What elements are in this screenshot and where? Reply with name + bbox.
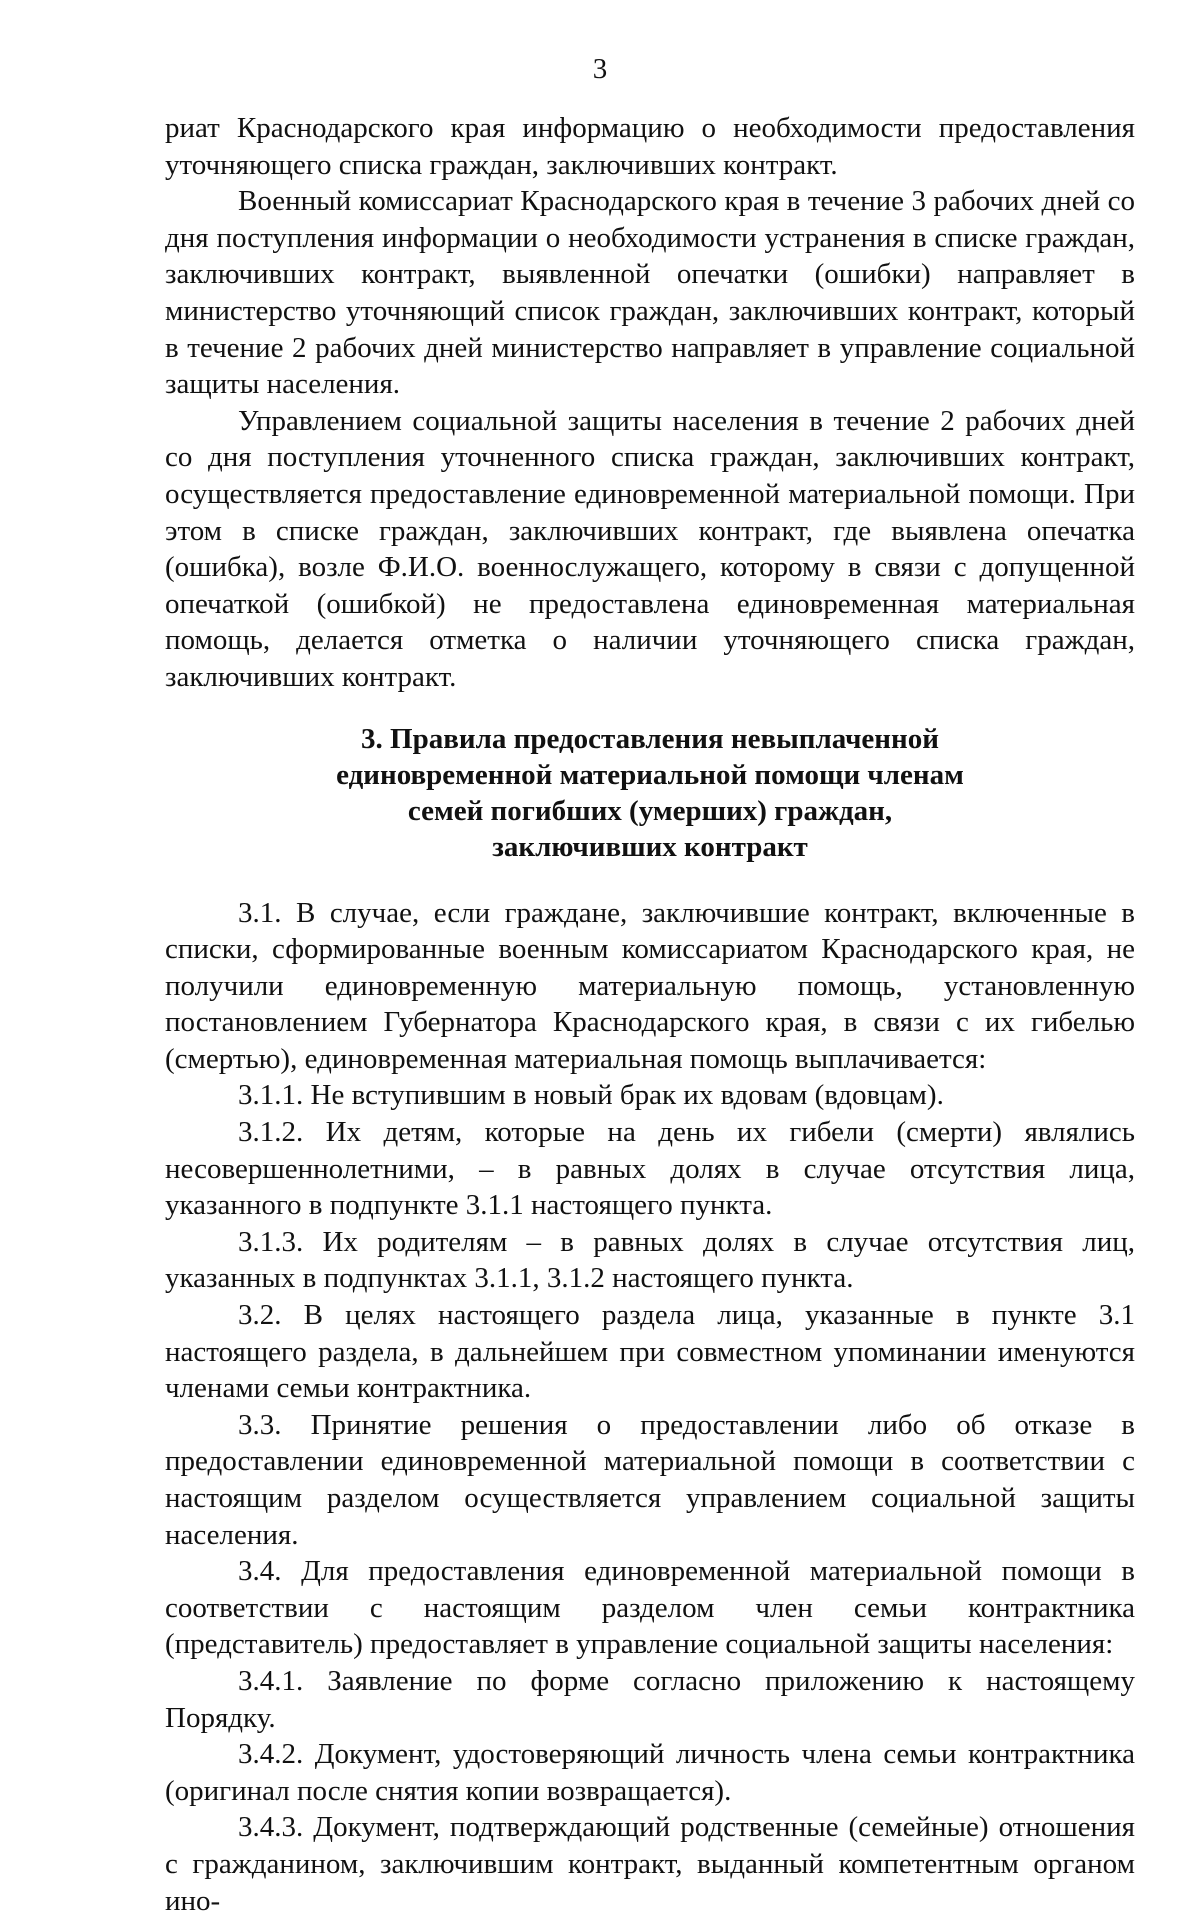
section-heading-line: 3. Правила предоставления невыплаченной (361, 722, 939, 755)
paragraph-3-4-3: 3.4.3. Документ, подтверждающий родственные (семейные) отношения с гражданином, заключившим контракт, выданный компетентным органом ино- (165, 1811, 1135, 1917)
paragraph-3-4-1: 3.4.1. Заявление по форме согласно приложению к настоящему Порядку. (165, 1664, 1135, 1734)
paragraph-3-2: 3.2. В целях настоящего раздела лица, указанные в пункте 3.1 настоящего раздела, в дальнейшем при совместном упоминании именуются членами семьи контрактника. (165, 1299, 1135, 1405)
section-heading-line: семей погибших (умерших) граждан, (407, 794, 893, 827)
page-number: 3 (592, 53, 608, 85)
paragraph-3-4-2: 3.4.2. Документ, удостоверяющий личность члена семьи контрактника (оригинал после снятия копии возвращается). (165, 1738, 1135, 1807)
paragraph-3-3: 3.3. Принятие решения о предоставлении либо об отказе в предоставлении единовременной материальной помощи в соответствии с настоящим разделом осуществляется управлением социальной защиты населения. (165, 1408, 1135, 1551)
paragraph-3-4: 3.4. Для предоставления единовременной материальной помощи в соответствии с настоящим разделом член семьи контрактника (представитель) предоставляет в управление социальной защиты населения: (165, 1555, 1135, 1661)
paragraph-continuation: риат Краснодарского края информацию о необходимости предоставления уточняющего списка граждан, заключивших контракт. (165, 112, 1135, 181)
paragraph-3-1-2: 3.1.2. Их детям, которые на день их гибели (смерти) являлись несовершеннолетними, – в равных долях в случае отсутствия лица, указанного в подпункте 3.1.1 настоящего пункта. (165, 1116, 1135, 1222)
paragraph-3-1-3: 3.1.3. Их родителям – в равных долях в случае отсутствия лиц, указанных в подпунктах 3.1.1, 3.1.2 настоящего пункта. (165, 1225, 1135, 1295)
paragraph-military-commissariat: Военный комиссариат Краснодарского края в течение 3 рабочих дней со дня поступления информации о необходимости устранения в списке граждан, заключивших контракт, выявленной опечатки (ошибки) направляет в министерство уточняющий список граждан, заключивших контракт, который в течение 2 рабочих дней министерство направляет в управление социальной защиты населения. (165, 185, 1135, 401)
paragraph-3-1-1: 3.1.1. Не вступившим в новый брак их вдовам (вдовцам). (238, 1079, 944, 1112)
document-body (165, 110, 1135, 1919)
paragraph-social-protection: Управлением социальной защиты населения в течение 2 рабочих дней со дня поступления уточненного списка граждан, заключивших контракт, осуществляется предоставление единовременной материальной помощи. При этом в списке граждан, заключивших контракт, где выявлена опечатка (ошибка), возле Ф.И.О. военнослужащего, которому в связи с допущенной опечаткой (ошибкой) не предоставлена единовременная материальная помощь, делается отметка о наличии уточняющего списка граждан, заключивших контракт. (165, 404, 1135, 693)
section-heading-line: заключивших контракт (492, 830, 808, 863)
section-heading (165, 721, 1135, 865)
paragraph-3-1: 3.1. В случае, если граждане, заключившие контракт, включенные в списки, сформированные военным комиссариатом Краснодарского края, не получили единовременную материальную помощь, установленную постановлением Губернатора Краснодарского края, в связи с их гибелью (смертью), единовременная материальная помощь выплачивается: (165, 896, 1135, 1075)
section-heading-line: единовременной материальной помощи членам (336, 758, 964, 791)
